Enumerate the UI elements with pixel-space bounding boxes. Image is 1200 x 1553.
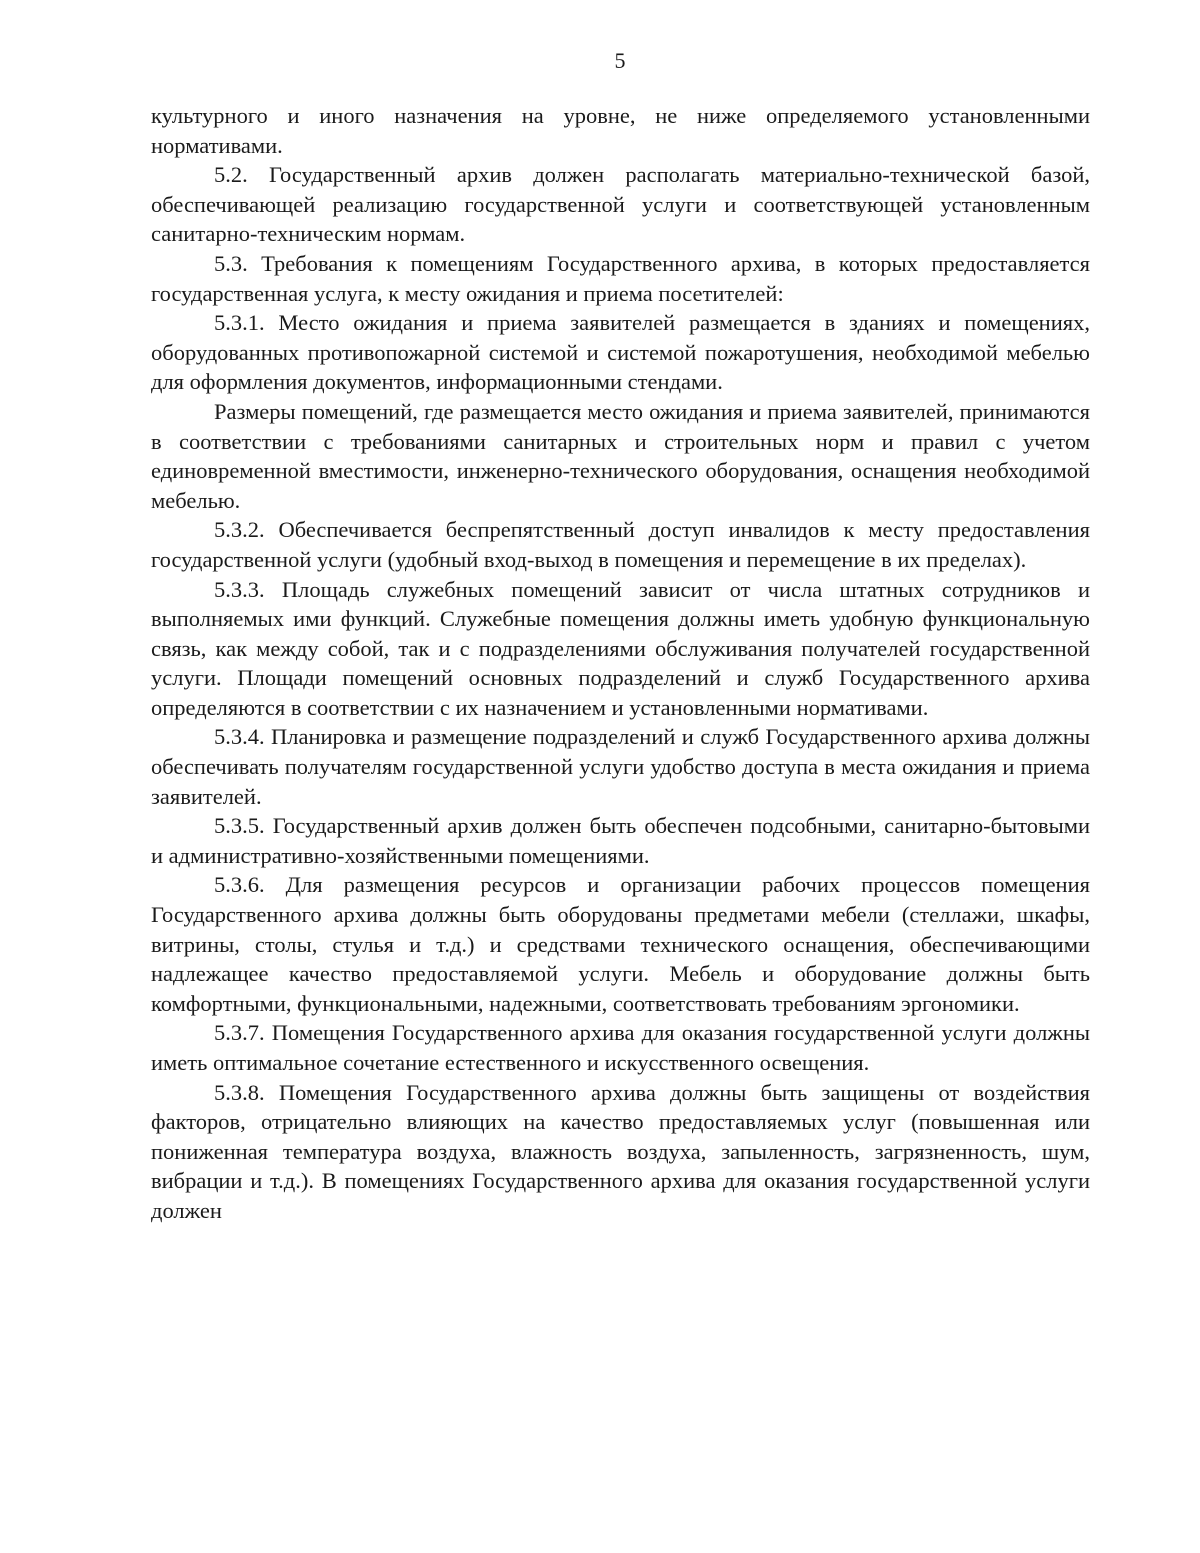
paragraph-5-3-2: 5.3.2. Обеспечивается беспрепятственный доступ инвалидов к месту предоставления государственной услуги (удобный вход-выход в помещения и перемещение в их пределах). [151, 517, 1090, 572]
paragraph-5-3-6: 5.3.6. Для размещения ресурсов и организации рабочих процессов помещения Государственного архива должны быть оборудованы предметами мебели (стеллажи, шкафы, витрины, столы, стулья и т.д.) и средствами технического оснащения, обеспечивающими надлежащее качество предоставляемой услуги. Мебель и оборудование должны быть комфортными, функциональными, надежными, соответствовать требованиям эргономики. [151, 872, 1090, 1016]
paragraph-5-3-4: 5.3.4. Планировка и размещение подразделений и служб Государственного архива должны обеспечивать получателям государственной услуги удобство доступа в места ожидания и приема заявителей. [151, 724, 1090, 809]
paragraph-5-3-3: 5.3.3. Площадь служебных помещений зависит от числа штатных сотрудников и выполняемых ими функций. Служебные помещения должны иметь удобную функциональную связь, как между собой, так и с подразделениями обслуживания получателей государственной услуги. Площади помещений основных подразделений и служб Государственного архива определяются в соответствии с их назначением и установленными нормативами. [151, 576, 1090, 720]
page-number: 5 [614, 48, 626, 73]
paragraph-5-3-1: 5.3.1. Место ожидания и приема заявителей размещается в зданиях и помещениях, оборудованных противопожарной системой и системой пожаротушения, необходимой мебелью для оформления документов, информационными стендами. [151, 310, 1090, 395]
paragraph-5-2: 5.2. Государственный архив должен располагать материально-технической базой, обеспечивающей реализацию государственной услуги и соответствующей установленным санитарно-техническим нормам. [151, 162, 1090, 247]
paragraph-5-3-8: 5.3.8. Помещения Государственного архива должны быть защищены от воздействия факторов, отрицательно влияющих на качество предоставляемых услуг (повышенная или пониженная температура воздуха, влажность воздуха, запыленность, загрязненность, шум, вибрации и т.д.). В помещениях Государственного архива для оказания государственной услуги должен [151, 1079, 1090, 1223]
paragraph-5-3: 5.3. Требования к помещениям Государственного архива, в которых предоставляется государственная услуга, к месту ожидания и приема посетителей: [151, 250, 1090, 306]
paragraph-5-3-7: 5.3.7. Помещения Государственного архива для оказания государственной услуги должны иметь оптимальное сочетание естественного и искусственного освещения. [151, 1020, 1090, 1075]
paragraph-room-sizes: Размеры помещений, где размещается место ожидания и приема заявителей, принимаются в соответствии с требованиями санитарных и строительных норм и правил с учетом единовременной вместимости, инженерно-технического оборудования, оснащения необходимой мебелью. [151, 398, 1090, 513]
document-body [151, 101, 1090, 1226]
paragraph-5-3-5: 5.3.5. Государственный архив должен быть обеспечен подсобными, санитарно-бытовыми и административно-хозяйственными помещениями. [151, 813, 1090, 868]
paragraph-continuation: культурного и иного назначения на уровне, не ниже определяемого установленными нормативами. [151, 103, 1090, 158]
